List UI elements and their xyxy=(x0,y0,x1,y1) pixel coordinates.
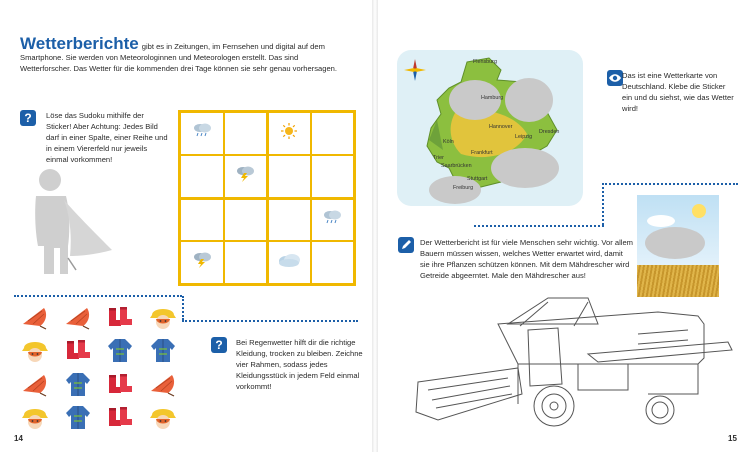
rain-hat-icon xyxy=(14,401,57,435)
rain-jacket-icon xyxy=(142,334,185,368)
map-label-koeln: Köln xyxy=(443,139,454,145)
question-badge-icon: ? xyxy=(211,337,227,353)
intro-paragraph xyxy=(20,34,350,74)
sudoku-cell xyxy=(224,155,268,198)
rain-hat-icon xyxy=(14,334,57,368)
rain-boots-icon xyxy=(99,401,142,435)
rain-cloud-icon xyxy=(192,122,212,145)
sudoku-cell xyxy=(311,112,355,155)
map-label-hamburg: Hamburg xyxy=(481,95,504,101)
sudoku-cell xyxy=(267,155,311,198)
intro-title: Wetterberichte xyxy=(20,34,139,53)
rain-hat-icon xyxy=(142,401,185,435)
map-label-saarbruecken: Saarbrücken xyxy=(441,163,472,169)
cloud-icon xyxy=(277,252,301,273)
umbrella-icon xyxy=(14,300,57,334)
sun-icon xyxy=(280,122,298,145)
map-label-stuttgart: Stuttgart xyxy=(467,176,488,182)
map-label-dresden: Dresden xyxy=(539,129,560,135)
clothing-instructions: Bei Regenwetter hilft dir die richtige Kleidung, trocken zu bleiben. Zeichne vier Rahmen, sodass jedes Kleidungsstück in jedem Feld einmal vorkommt! xyxy=(236,338,363,391)
map-label-trier: Trier xyxy=(433,155,444,161)
rain-hat-icon xyxy=(142,300,185,334)
dotted-divider xyxy=(182,320,358,322)
rain-clothing-grid xyxy=(14,300,184,434)
rain-boots-icon xyxy=(57,334,100,368)
sudoku-cell xyxy=(224,112,268,155)
wheat-field-photo xyxy=(637,195,719,297)
dotted-divider xyxy=(474,225,604,227)
sudoku-cell xyxy=(311,198,355,241)
child-in-raincoat-silhouette xyxy=(18,166,114,278)
rain-cloud-icon xyxy=(322,209,342,232)
germany-weather-map xyxy=(397,50,583,206)
map-instructions: Das ist eine Wetterkarte von Deutschland. Klebe die Sticker ein und du siehst, wie das Wetter wird! xyxy=(622,71,734,113)
sudoku-cell xyxy=(224,198,268,241)
dotted-divider xyxy=(14,295,182,297)
sudoku-cell xyxy=(180,241,224,284)
map-label-freiburg: Freiburg xyxy=(453,185,474,191)
sudoku-cell xyxy=(267,241,311,284)
rain-jacket-icon xyxy=(57,401,100,435)
sudoku-cell xyxy=(180,198,224,241)
rain-boots-icon xyxy=(99,300,142,334)
sudoku-cell xyxy=(311,241,355,284)
weather-sudoku-grid xyxy=(178,110,356,286)
question-badge-icon: ? xyxy=(20,110,36,126)
map-label-leipzig: Leipzig xyxy=(515,134,533,140)
sudoku-cell xyxy=(267,198,311,241)
combine-harvester-coloring-outline xyxy=(398,294,738,432)
harvest-instructions: Der Wetterbericht ist für viele Menschen sehr wichtig. Vor allem Bauern müssen wissen, welches Wetter erwartet wird, damit sie ihre Pflanzen schützen können. Mit dem Mähdrescher wird Getreide abgeerntet. Male den Mähdrescher aus! xyxy=(420,238,633,280)
umbrella-icon xyxy=(57,300,100,334)
sudoku-cell xyxy=(180,112,224,155)
page-number-right: 15 xyxy=(728,434,737,443)
page-number-left: 14 xyxy=(14,434,23,443)
umbrella-icon xyxy=(142,367,185,401)
dotted-divider xyxy=(602,183,604,225)
sudoku-cell xyxy=(311,155,355,198)
umbrella-icon xyxy=(14,367,57,401)
intro-body: gibt es in Zeitungen, im Fernsehen und digital auf dem Smartphone. Sie werden von Meteorologinnen und Meteorologen erstellt. Das sind Wetterforscher. Das Wetter für die kommenden drei Tage können sie sehr genau vorhersagen. xyxy=(20,42,338,73)
thunderstorm-icon xyxy=(235,165,255,188)
dotted-divider xyxy=(602,183,738,185)
sudoku-cell xyxy=(224,241,268,284)
pencil-badge-icon xyxy=(398,237,414,253)
rain-jacket-icon xyxy=(99,334,142,368)
map-label-flensburg: Flensburg xyxy=(473,59,497,65)
map-label-hannover: Hannover xyxy=(489,124,513,130)
eye-badge-icon xyxy=(607,70,623,86)
compass-icon xyxy=(403,58,427,82)
rain-boots-icon xyxy=(99,367,142,401)
sudoku-cell xyxy=(267,112,311,155)
thunderstorm-icon xyxy=(192,251,212,274)
photo-wheat-field xyxy=(637,265,719,297)
map-label-frankfurt: Frankfurt xyxy=(471,150,493,156)
sudoku-cell xyxy=(180,155,224,198)
sudoku-instructions: Löse das Sudoku mithilfe der Sticker! Aber Achtung: Jedes Bild darf in einer Spalte, einer Reihe und in einem Viererfeld nur jeweils einmal vorkommen! xyxy=(46,111,168,164)
rain-jacket-icon xyxy=(57,367,100,401)
